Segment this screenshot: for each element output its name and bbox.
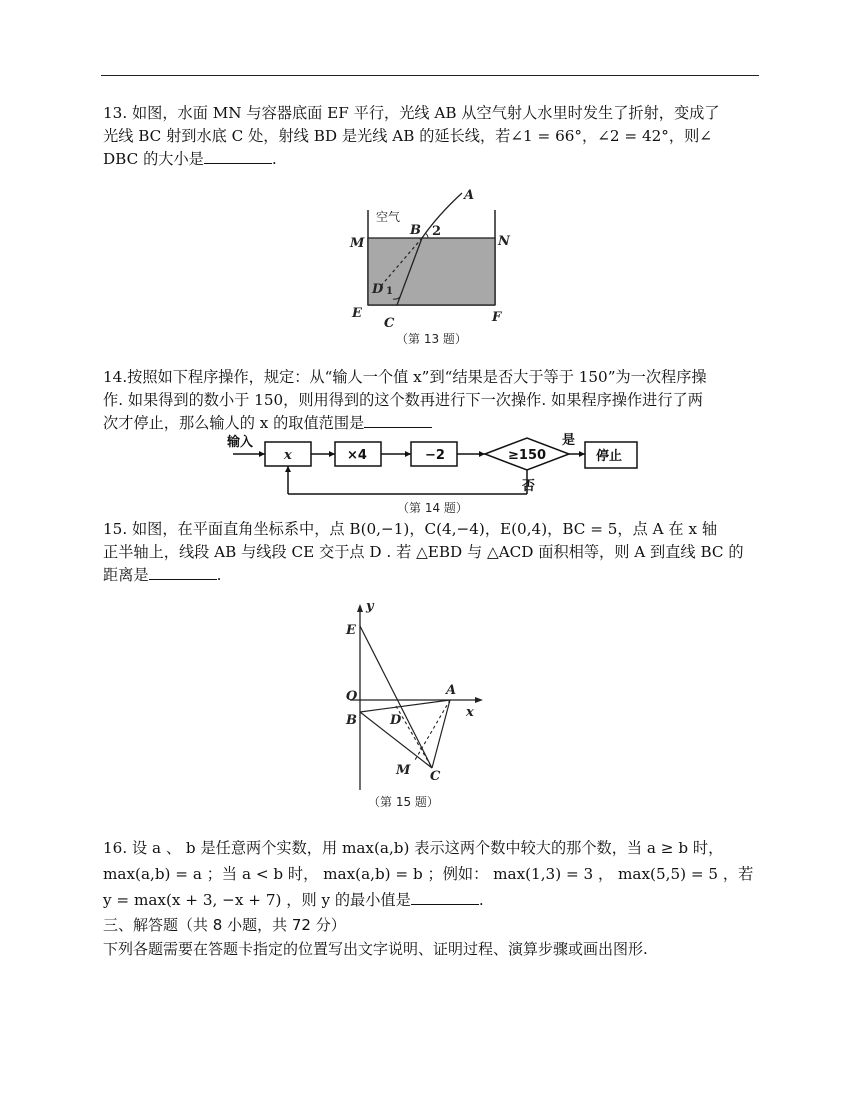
q14-line-1: 14.按照如下程序操作，规定：从“输人一个值 x”到“结果是否大于等于 150”为一次程序操 — [103, 368, 707, 386]
q14-flow-no: 否 — [522, 479, 536, 494]
q13-label-N: N — [498, 234, 510, 249]
q13-answer-blank[interactable] — [204, 149, 272, 164]
q13-line-2: 光线 BC 射到水底 C 处，射线 BD 是光线 AB 的延长线，若∠1 = 66°，∠2 = 42°，则∠ — [103, 127, 712, 145]
q14-line-2: 作. 如果得到的数小于 150，则用得到的这个数再进行下一次操作. 如果程序操作进行了两 — [103, 391, 703, 409]
q16-line-3: y = max(x + 3, −x + 7) ，则 y 的最小值是 — [103, 891, 411, 909]
q15-line-1: 15. 如图，在平面直角坐标系中，点 B(0,−1)，C(4,−4)，E(0,4)，BC = 5，点 A 在 x 轴 — [103, 520, 718, 538]
q15-label-C: C — [430, 769, 441, 784]
q13-label-B: B — [410, 223, 421, 238]
q13-text — [103, 102, 763, 171]
q15-line-3: 距离是 — [103, 566, 149, 584]
q15-label-B: B — [346, 713, 357, 728]
q14-flow-cond: ≥150 — [508, 448, 547, 463]
q13-label-air: 空气 — [376, 210, 401, 224]
q14-flow-yes: 是 — [562, 433, 576, 448]
q14-flow-x: x — [284, 448, 292, 463]
q13-label-D: D — [372, 282, 384, 297]
q13-label-2: 2 — [432, 224, 442, 239]
q16-answer-blank[interactable] — [411, 890, 479, 905]
q13-line-1: 13. 如图，水面 MN 与容器底面 EF 平行，光线 AB 从空气射人水里时发生了折射，变成了 — [103, 104, 720, 122]
q13-figure — [340, 185, 520, 350]
q14-answer-blank[interactable] — [364, 413, 432, 428]
q16-line-1: 16. 设 a 、 b 是任意两个实数，用 max(a,b) 表示这两个数中较大的那个数，当 a ≥ b 时， — [103, 839, 724, 857]
q15-label-x: x — [466, 705, 474, 720]
q15-figure — [340, 600, 490, 812]
q13-label-A: A — [464, 188, 475, 203]
q14-line-3: 次才停止，那么输人的 x 的取值范围是 — [103, 414, 365, 432]
q14-flow-input: 输入 — [227, 435, 254, 450]
q15-answer-blank[interactable] — [149, 565, 217, 580]
q14-flow-minus2: −2 — [425, 448, 445, 463]
q14-text — [103, 366, 763, 435]
header-rule — [101, 75, 759, 76]
section-3-note: 下列各题需要在答题卡指定的位置写出文字说明、证明过程、演算步骤或画出图形. — [103, 940, 648, 958]
q16-text — [103, 835, 763, 913]
q13-caption: （第 13 题） — [396, 332, 467, 346]
q14-flow-times4: ×4 — [347, 448, 367, 463]
q15-line-2: 正半轴上，线段 AB 与线段 CE 交于点 D . 若 △EBD 与 △ACD 面积相等，则 A 到直线 BC 的 — [103, 543, 744, 561]
q13-line-3-end: . — [271, 150, 277, 168]
q13-label-E: E — [352, 306, 362, 321]
section-3-title: 三、解答题（共 8 小题，共 72 分） — [103, 916, 346, 934]
q14-flowchart — [225, 432, 645, 514]
q16-line-2: max(a,b) = a ；当 a < b 时， max(a,b) = b ；例如： max(1,3) = 3 ， max(5,5) = 5 ，若 — [103, 865, 754, 883]
q15-label-A: A — [446, 683, 457, 698]
q15-text — [103, 518, 763, 587]
q15-label-O: O — [346, 689, 358, 704]
q14-caption: （第 14 题） — [397, 501, 468, 514]
q13-label-F: F — [492, 310, 502, 325]
q13-line-3: DBC 的大小是 — [103, 150, 204, 168]
q15-label-M: M — [396, 763, 411, 778]
q13-label-C: C — [384, 316, 395, 331]
q14-flow-stop: 停止 — [596, 449, 623, 464]
q15-label-E: E — [346, 623, 356, 638]
q13-label-M: M — [350, 236, 365, 251]
q15-caption: （第 15 题） — [368, 795, 439, 809]
q15-label-D: D — [390, 713, 402, 728]
q15-line-3-end: . — [216, 566, 222, 584]
q16-line-3-end: . — [478, 891, 484, 909]
q15-label-y: y — [366, 600, 374, 614]
q13-label-1: 1 — [386, 286, 393, 297]
